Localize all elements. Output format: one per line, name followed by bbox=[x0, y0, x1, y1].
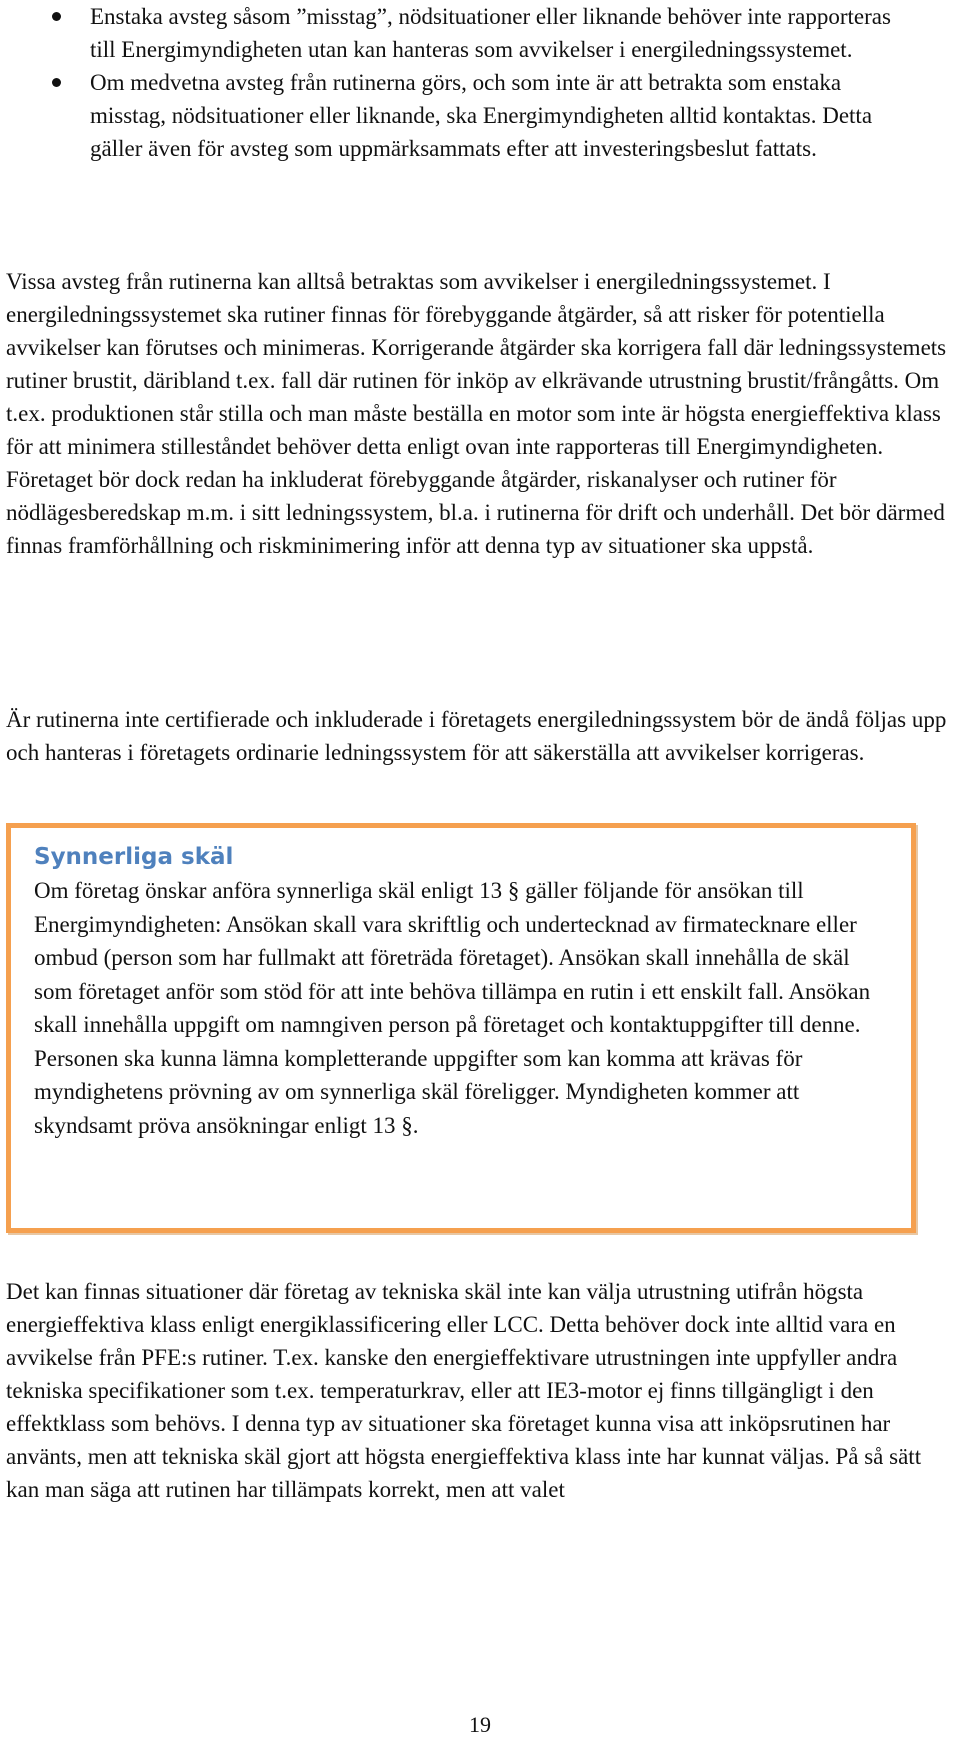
body-paragraph: Vissa avsteg från rutinerna kan alltså betraktas som avvikelser i energiledningssystemet. I energiledningssystemet ska rutiner finnas för förebyggande åtgärder, så att risker för potentiella avvikelser kan förutses och minimeras. Korrigerande åtgärder ska korrigera fall där ledningssystemets rutiner brustit, däribland t.ex. fall där rutinen för inköp av elkrävande utrustning brustit/frångåtts. Om t.ex. produktionen står stilla och man måste beställa en motor som inte är högsta energieffektiva klass för att minimera stilleståndet behöver detta enligt ovan inte rapporteras till Energimyndigheten. Företaget bör dock redan ha inkluderat förebyggande åtgärder, riskanalyser och rutiner för nödlägesberedskap m.m. i sitt ledningssystem, bl.a. i rutinerna för drift och underhåll. Det bör därmed finnas framförhållning och riskminimering inför att denna typ av situationer ska uppstå. bbox=[6, 269, 947, 558]
body-paragraph: Är rutinerna inte certifierade och inkluderade i företagets energiledningssystem bör de ändå följas upp och hanteras i företagets ordinarie ledningssystem för att säkerställa att avvikelser korrigeras. bbox=[6, 707, 947, 765]
bullet-item bbox=[0, 66, 910, 165]
bullet-text: Enstaka avsteg såsom ”misstag”, nödsituationer eller liknande behöver inte rapporteras till Energimyndigheten utan kan hanteras som avvikelser i energiledningssystemet. bbox=[90, 4, 891, 62]
page-number: 19 bbox=[469, 1712, 491, 1737]
bullet-icon bbox=[52, 78, 61, 87]
callout-heading: Synnerliga skäl bbox=[34, 844, 234, 870]
bullet-list bbox=[0, 0, 960, 165]
bullet-item bbox=[0, 0, 910, 66]
callout-text: Om företag önskar anföra synnerliga skäl enligt 13 § gäller följande för ansökan till Energimyndigheten: Ansökan skall vara skriftlig och undertecknad av firmatecknare eller ombud (person som har fullmakt att företräda företaget). Ansökan skall innehålla de skäl som företaget anför som stöd för att inte behöva tillämpa en rutin i ett enskilt fall. Ansökan skall innehålla uppgift om namngiven person på företaget och kontaktuppgifter till denne. Personen ska kunna lämna kompletterande uppgifter som kan komma att krävas för myndighetens prövning av om synnerliga skäl föreligger. Myndigheten kommer att skyndsamt pröva ansökningar enligt 13 §. bbox=[34, 878, 871, 1138]
bullet-text: Om medvetna avsteg från rutinerna görs, och som inte är att betrakta som enstaka misstag, nödsituationer eller liknande, ska Energimyndigheten alltid kontaktas. Detta gäller även för avsteg som uppmärksammats efter att investeringsbeslut fattats. bbox=[90, 70, 873, 161]
info-callout-box bbox=[6, 823, 916, 1233]
body-paragraph: Det kan finnas situationer där företag av tekniska skäl inte kan välja utrustning utifrån högsta energieffektiva klass enligt energiklassificering eller LCC. Detta behöver dock inte alltid vara en avvikelse från PFE:s rutiner. T.ex. kanske den energieffektivare utrustningen inte uppfyller andra tekniska specifikationer som t.ex. temperaturkrav, eller att IE3-motor ej finns tillgängligt i den effektklass som behövs. I denna typ av situationer ska företaget kunna visa att inköpsrutinen har använts, men att tekniska skäl gjort att högsta energieffektiva klass inte har kunnat väljas. På så sätt kan man säga att rutinen har tillämpats korrekt, men att valet bbox=[6, 1279, 922, 1502]
bullet-icon bbox=[52, 12, 61, 21]
